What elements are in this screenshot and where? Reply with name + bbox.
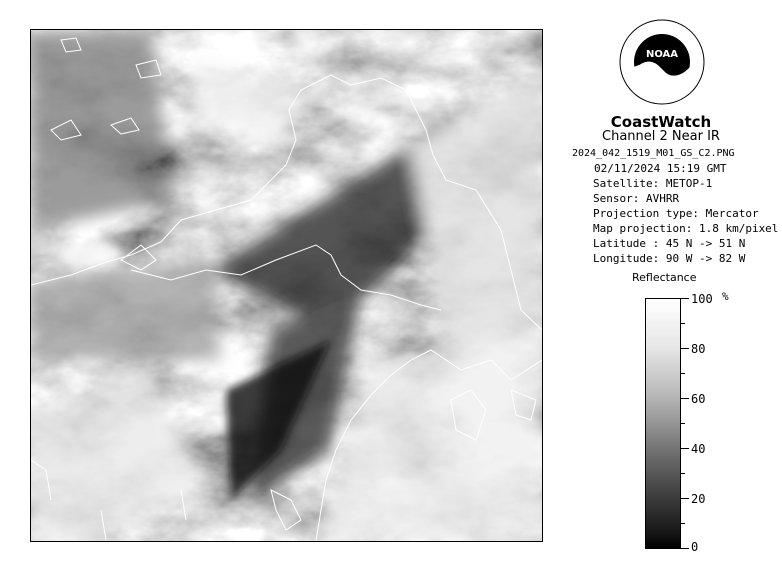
colorbar-tick-label: 0 <box>691 540 699 554</box>
colorbar-tick-label: 60 <box>691 392 706 406</box>
colorbar <box>645 298 681 549</box>
image-filename: 2024_042_1519_M01_GS_C2.PNG <box>572 148 735 159</box>
colorbar-minor-tick <box>681 323 685 324</box>
brand-title: CoastWatch <box>610 113 712 131</box>
colorbar-tick-label: 40 <box>691 442 706 456</box>
colorbar-tick-label: 20 <box>691 492 706 506</box>
noaa-logo-icon <box>619 19 705 105</box>
colorbar-minor-tick <box>681 423 685 424</box>
colorbar-tick <box>681 398 689 399</box>
image-datetime: 02/11/2024 15:19 GMT <box>594 162 727 175</box>
colorbar-minor-tick <box>681 373 685 374</box>
noaa-logo-text: NOAA <box>645 49 679 60</box>
colorbar-tick <box>681 298 689 299</box>
info-satellite: Satellite: METOP-1 <box>593 177 713 190</box>
colorbar-minor-tick <box>681 473 685 474</box>
info-map-projection: Map projection: 1.8 km/pixel <box>593 222 779 235</box>
colorbar-label: Reflectance <box>632 271 697 284</box>
colorbar-minor-tick <box>681 523 685 524</box>
info-latitude: Latitude : 45 N -> 51 N <box>593 237 746 250</box>
satellite-image <box>30 29 543 542</box>
channel-title: Channel 2 Near IR <box>602 129 720 144</box>
colorbar-tick <box>681 498 689 499</box>
info-projection-type: Projection type: Mercator <box>593 207 759 220</box>
colorbar-tick <box>681 448 689 449</box>
colorbar-tick-label: 100 <box>691 292 713 306</box>
colorbar-tick-label: 80 <box>691 342 706 356</box>
info-sensor: Sensor: AVHRR <box>593 192 680 205</box>
colorbar-tick <box>681 548 689 549</box>
colorbar-tick <box>681 348 689 349</box>
info-longitude: Longitude: 90 W -> 82 W <box>593 252 746 265</box>
colorbar-unit: % <box>722 290 729 303</box>
